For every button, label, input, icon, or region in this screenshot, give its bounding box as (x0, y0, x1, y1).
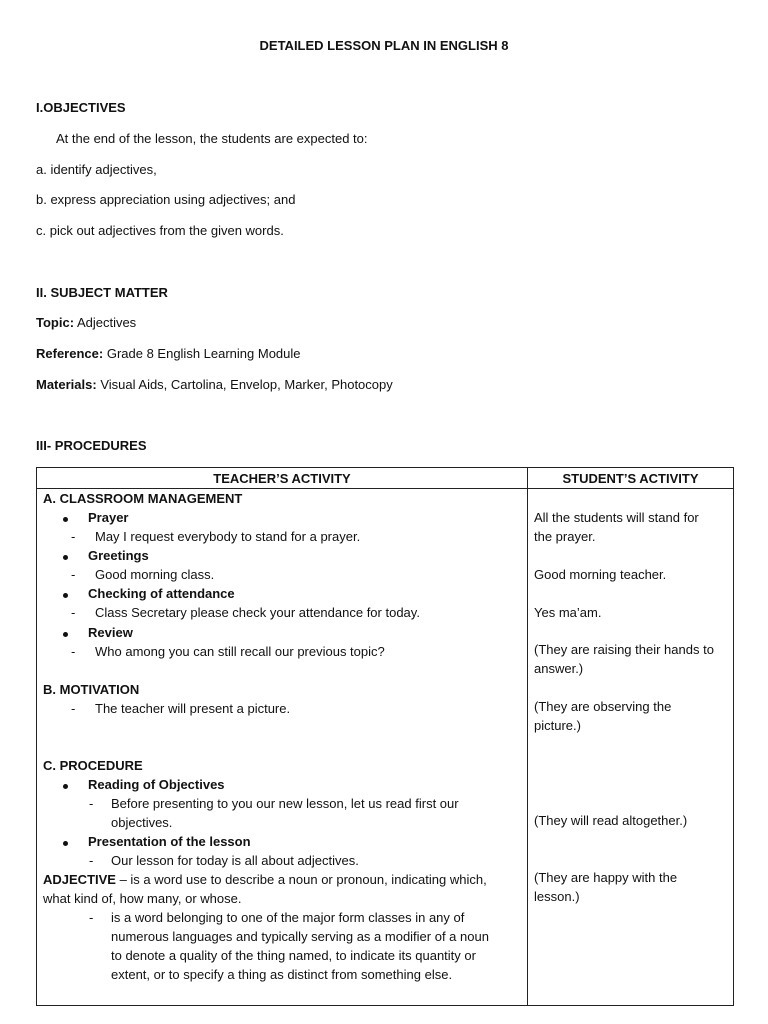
reading-text-2: objectives. (111, 815, 173, 830)
adjective-definition-line-1 (43, 872, 487, 888)
classroom-management-heading: A. CLASSROOM MANAGEMENT (43, 491, 243, 506)
student-attendance: Yes ma’am. (534, 605, 602, 620)
reading-text-1: Before presenting to you our new lesson, let us read first our (111, 796, 459, 811)
student-reading: (They will read altogether.) (534, 813, 688, 828)
reading-objectives-label: Reading of Objectives (88, 777, 225, 792)
dash-icon: - (71, 529, 76, 544)
document-title: DETAILED LESSON PLAN IN ENGLISH 8 (259, 38, 509, 53)
greetings-text: Good morning class. (95, 567, 215, 582)
bullet-icon (63, 517, 68, 522)
review-text: Who among you can still recall our previous topic? (95, 644, 385, 659)
materials-label: Materials: (36, 377, 97, 392)
student-greetings: Good morning teacher. (534, 567, 667, 582)
dash-icon: - (89, 796, 94, 811)
bullet-icon (63, 632, 68, 637)
objective-item-b: b. express appreciation using adjectives; and (36, 192, 296, 207)
student-review-2: answer.) (534, 661, 584, 676)
adjective-definition-line-2: what kind of, how many, or whose. (43, 891, 242, 906)
dash-icon: - (89, 853, 94, 868)
student-presentation-1: (They are happy with the (534, 870, 678, 885)
objectives-intro: At the end of the lesson, the students are expected to: (56, 131, 368, 146)
motivation-heading: B. MOTIVATION (43, 682, 140, 697)
procedures-table (36, 467, 734, 1006)
topic-line (36, 315, 136, 331)
adjective-def2-line-2: numerous languages and typically serving as a modifier of a noun (111, 929, 489, 944)
teacher-activity-cell (37, 489, 528, 1006)
bullet-icon (63, 593, 68, 598)
procedures-heading: III- PROCEDURES (36, 438, 147, 453)
student-presentation-2: lesson.) (534, 889, 580, 904)
student-review-1: (They are raising their hands to (534, 642, 714, 657)
prayer-text: May I request everybody to stand for a prayer. (95, 529, 361, 544)
attendance-label: Checking of attendance (88, 586, 235, 601)
subject-matter-heading: II. SUBJECT MATTER (36, 285, 168, 300)
objective-item-a: a. identify adjectives, (36, 162, 157, 177)
reference-line (36, 346, 301, 362)
attendance-text: Class Secretary please check your attendance for today. (95, 605, 420, 620)
topic-label: Topic: (36, 315, 75, 330)
presentation-text: Our lesson for today is all about adjectives. (111, 853, 359, 868)
procedure-heading: C. PROCEDURE (43, 758, 143, 773)
adjective-def2-line-3: to denote a quality of the thing named, to indicate its quantity or (111, 948, 476, 963)
topic-value: Adjectives (76, 315, 137, 330)
student-motivation-2: picture.) (534, 718, 581, 733)
dash-icon: - (89, 910, 94, 925)
prayer-label: Prayer (88, 510, 129, 525)
greetings-label: Greetings (88, 548, 149, 563)
dash-icon: - (71, 644, 76, 659)
motivation-text: The teacher will present a picture. (95, 701, 291, 716)
reference-label: Reference: (36, 346, 104, 361)
student-prayer-1: All the students will stand for (534, 510, 699, 525)
adjective-term: ADJECTIVE (43, 872, 116, 887)
review-label: Review (88, 625, 133, 640)
presentation-label: Presentation of the lesson (88, 834, 251, 849)
reference-value: Grade 8 English Learning Module (106, 346, 301, 361)
dash-icon: - (71, 701, 76, 716)
student-prayer-2: the prayer. (534, 529, 596, 544)
adjective-def2-line-1: is a word belonging to one of the major form classes in any of (111, 910, 465, 925)
student-activity-cell (528, 489, 734, 1006)
adjective-def2-line-4: extent, or to specify a thing as distinct from something else. (111, 967, 453, 982)
dash-icon: - (71, 567, 76, 582)
bullet-icon (63, 841, 68, 846)
student-motivation-1: (They are observing the (534, 699, 672, 714)
objective-item-c: c. pick out adjectives from the given words. (36, 223, 284, 238)
materials-value: Visual Aids, Cartolina, Envelop, Marker, Photocopy (100, 377, 393, 392)
bullet-icon (63, 555, 68, 560)
materials-line (36, 377, 393, 393)
bullet-icon (63, 784, 68, 789)
objectives-heading: I.OBJECTIVES (36, 100, 126, 115)
adjective-definition-text: – is a word use to describe a noun or pronoun, indicating which, (115, 872, 487, 887)
dash-icon: - (71, 605, 76, 620)
teacher-activity-header: TEACHER’S ACTIVITY (37, 468, 528, 489)
student-activity-header: STUDENT’S ACTIVITY (528, 468, 734, 489)
